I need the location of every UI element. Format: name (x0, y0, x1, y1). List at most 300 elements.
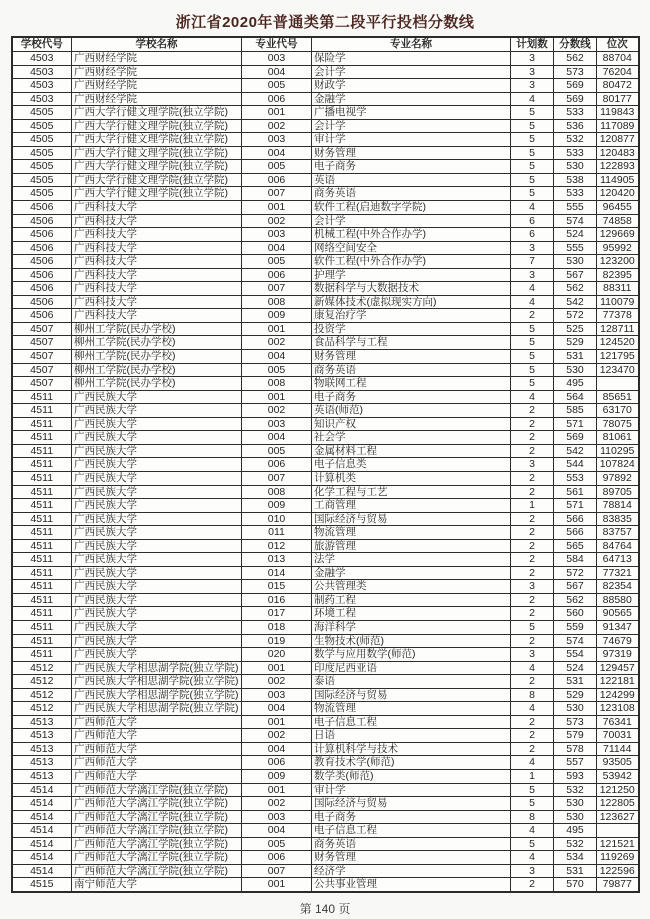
cell-rank: 80177 (597, 92, 639, 106)
table-row (12, 201, 639, 215)
cell-score-line: 529 (554, 688, 597, 702)
cell-school-code: 4503 (12, 52, 72, 66)
cell-school-code: 4511 (12, 566, 72, 580)
cell-major-code: 016 (242, 593, 312, 607)
table-row (12, 350, 639, 364)
cell-major-code: 012 (242, 539, 312, 553)
cell-plan-count: 2 (511, 553, 554, 567)
cell-plan-count: 2 (511, 593, 554, 607)
cell-rank: 129457 (597, 661, 639, 675)
table-row (12, 810, 639, 824)
cell-school-code: 4506 (12, 282, 72, 296)
cell-major-code: 008 (242, 295, 312, 309)
cell-major-name: 海洋科学 (312, 620, 511, 634)
cell-school-name: 广西大学行健文理学院(独立学院) (72, 146, 242, 160)
cell-score-line: 579 (554, 729, 597, 743)
cell-major-code: 002 (242, 797, 312, 811)
table-row (12, 160, 639, 174)
cell-school-name: 广西民族大学 (72, 580, 242, 594)
cell-rank: 93505 (597, 756, 639, 770)
cell-major-code: 004 (242, 431, 312, 445)
cell-score-line: 495 (554, 824, 597, 838)
cell-major-name: 制药工程 (312, 593, 511, 607)
cell-school-name: 广西科技大学 (72, 241, 242, 255)
cell-major-name: 英语 (312, 173, 511, 187)
cell-plan-count: 3 (511, 65, 554, 79)
cell-major-name: 审计学 (312, 783, 511, 797)
cell-plan-count: 2 (511, 526, 554, 540)
cell-score-line: 565 (554, 539, 597, 553)
cell-school-code: 4514 (12, 797, 72, 811)
cell-score-line: 578 (554, 742, 597, 756)
cell-school-name: 广西科技大学 (72, 201, 242, 215)
cell-score-line: 524 (554, 228, 597, 242)
cell-plan-count: 3 (511, 241, 554, 255)
table-row (12, 187, 639, 201)
cell-major-code: 004 (242, 65, 312, 79)
cell-school-code: 4511 (12, 593, 72, 607)
cell-school-code: 4506 (12, 201, 72, 215)
cell-major-code: 002 (242, 729, 312, 743)
cell-school-code: 4507 (12, 322, 72, 336)
table-row (12, 458, 639, 472)
cell-school-code: 4511 (12, 620, 72, 634)
cell-major-code: 008 (242, 485, 312, 499)
cell-score-line: 585 (554, 404, 597, 418)
cell-plan-count: 3 (511, 52, 554, 66)
cell-school-code: 4511 (12, 471, 72, 485)
cell-major-name: 电子信息工程 (312, 824, 511, 838)
cell-rank: 83835 (597, 512, 639, 526)
cell-plan-count: 2 (511, 878, 554, 892)
cell-school-name: 广西民族大学 (72, 471, 242, 485)
cell-score-line: 542 (554, 444, 597, 458)
cell-major-name: 财务管理 (312, 146, 511, 160)
cell-rank: 77378 (597, 309, 639, 323)
cell-score-line: 531 (554, 675, 597, 689)
cell-major-name: 电子信息类 (312, 458, 511, 472)
cell-plan-count: 2 (511, 742, 554, 756)
cell-major-name: 教育技术学(师范) (312, 756, 511, 770)
cell-score-line: 542 (554, 295, 597, 309)
cell-school-name: 广西师范大学漓江学院(独立学院) (72, 851, 242, 865)
cell-major-name: 数学类(师范) (312, 769, 511, 783)
cell-score-line: 530 (554, 810, 597, 824)
table-row (12, 864, 639, 878)
cell-school-name: 广西民族大学 (72, 512, 242, 526)
cell-major-name: 财务管理 (312, 350, 511, 364)
cell-score-line: 524 (554, 661, 597, 675)
cell-major-code: 008 (242, 377, 312, 391)
cell-plan-count: 5 (511, 322, 554, 336)
table-row (12, 512, 639, 526)
cell-score-line: 564 (554, 390, 597, 404)
cell-school-name: 广西师范大学漓江学院(独立学院) (72, 783, 242, 797)
cell-major-code: 002 (242, 214, 312, 228)
cell-major-code: 001 (242, 322, 312, 336)
cell-school-code: 4507 (12, 336, 72, 350)
cell-school-code: 4505 (12, 146, 72, 160)
cell-school-name: 广西民族大学相思湖学院(独立学院) (72, 688, 242, 702)
cell-school-code: 4511 (12, 634, 72, 648)
cell-plan-count: 7 (511, 255, 554, 269)
cell-school-name: 广西师范大学 (72, 715, 242, 729)
cell-rank: 71144 (597, 742, 639, 756)
cell-major-code: 006 (242, 756, 312, 770)
cell-major-code: 020 (242, 648, 312, 662)
cell-major-code: 005 (242, 444, 312, 458)
cell-major-name: 印度尼西亚语 (312, 661, 511, 675)
cell-rank: 110295 (597, 444, 639, 458)
cell-major-name: 会计学 (312, 65, 511, 79)
cell-school-name: 广西大学行健文理学院(独立学院) (72, 187, 242, 201)
cell-school-code: 4511 (12, 512, 72, 526)
table-row (12, 580, 639, 594)
cell-score-line: 573 (554, 715, 597, 729)
cell-plan-count: 2 (511, 607, 554, 621)
cell-score-line: 495 (554, 377, 597, 391)
table-row (12, 444, 639, 458)
cell-major-name: 计算机类 (312, 471, 511, 485)
cell-rank: 123627 (597, 810, 639, 824)
cell-major-code: 007 (242, 471, 312, 485)
cell-score-line: 530 (554, 702, 597, 716)
cell-rank: 74679 (597, 634, 639, 648)
cell-major-name: 机械工程(中外合作办学) (312, 228, 511, 242)
cell-school-code: 4505 (12, 133, 72, 147)
cell-rank: 123200 (597, 255, 639, 269)
cell-major-name: 投资学 (312, 322, 511, 336)
cell-major-name: 旅游管理 (312, 539, 511, 553)
cell-major-name: 电子商务 (312, 810, 511, 824)
cell-plan-count: 2 (511, 417, 554, 431)
cell-school-name: 广西大学行健文理学院(独立学院) (72, 173, 242, 187)
cell-school-name: 南宁师范大学 (72, 878, 242, 892)
cell-school-name: 广西师范大学漓江学院(独立学院) (72, 864, 242, 878)
cell-major-code: 001 (242, 201, 312, 215)
table-row (12, 769, 639, 783)
cell-score-line: 557 (554, 756, 597, 770)
cell-rank: 110079 (597, 295, 639, 309)
cell-major-code: 004 (242, 146, 312, 160)
cell-school-code: 4512 (12, 661, 72, 675)
cell-plan-count: 1 (511, 769, 554, 783)
cell-rank: 124520 (597, 336, 639, 350)
cell-plan-count: 5 (511, 783, 554, 797)
table-row (12, 119, 639, 133)
cell-score-line: 530 (554, 255, 597, 269)
cell-score-line: 554 (554, 648, 597, 662)
cell-major-name: 新媒体技术(虚拟现实方向) (312, 295, 511, 309)
cell-major-name: 国际经济与贸易 (312, 512, 511, 526)
cell-major-name: 知识产权 (312, 417, 511, 431)
table-row (12, 268, 639, 282)
cell-plan-count: 3 (511, 268, 554, 282)
cell-plan-count: 2 (511, 431, 554, 445)
cell-rank (597, 824, 639, 838)
table-row (12, 688, 639, 702)
cell-plan-count: 4 (511, 92, 554, 106)
table-row (12, 52, 639, 66)
cell-plan-count: 4 (511, 702, 554, 716)
cell-school-name: 广西师范大学 (72, 769, 242, 783)
cell-major-name: 商务英语 (312, 187, 511, 201)
cell-school-code: 4511 (12, 607, 72, 621)
cell-score-line: 532 (554, 837, 597, 851)
cell-major-name: 化学工程与工艺 (312, 485, 511, 499)
cell-school-code: 4515 (12, 878, 72, 892)
cell-major-name: 生物技术(师范) (312, 634, 511, 648)
cell-school-code: 4503 (12, 65, 72, 79)
cell-school-code: 4511 (12, 553, 72, 567)
cell-school-code: 4507 (12, 350, 72, 364)
cell-major-code: 007 (242, 187, 312, 201)
table-row (12, 417, 639, 431)
cell-rank: 76204 (597, 65, 639, 79)
table-row (12, 620, 639, 634)
cell-rank (597, 377, 639, 391)
cell-major-name: 商务英语 (312, 363, 511, 377)
table-row (12, 173, 639, 187)
table-row (12, 282, 639, 296)
cell-school-code: 4507 (12, 377, 72, 391)
cell-plan-count: 3 (511, 458, 554, 472)
cell-plan-count: 5 (511, 377, 554, 391)
cell-school-name: 广西民族大学 (72, 458, 242, 472)
cell-major-name: 日语 (312, 729, 511, 743)
cell-plan-count: 4 (511, 201, 554, 215)
table-row (12, 729, 639, 743)
cell-plan-count: 2 (511, 471, 554, 485)
cell-school-code: 4506 (12, 214, 72, 228)
score-table-header (12, 37, 639, 52)
cell-major-name: 国际经济与贸易 (312, 797, 511, 811)
cell-major-name: 国际经济与贸易 (312, 688, 511, 702)
cell-rank: 82354 (597, 580, 639, 594)
cell-school-code: 4511 (12, 390, 72, 404)
cell-score-line: 567 (554, 580, 597, 594)
cell-school-name: 广西科技大学 (72, 214, 242, 228)
cell-major-code: 011 (242, 526, 312, 540)
cell-major-code: 003 (242, 417, 312, 431)
cell-school-name: 广西民族大学 (72, 566, 242, 580)
cell-major-code: 001 (242, 715, 312, 729)
cell-school-name: 广西财经学院 (72, 65, 242, 79)
cell-school-name: 柳州工学院(民办学校) (72, 322, 242, 336)
cell-major-name: 工商管理 (312, 499, 511, 513)
cell-rank: 63170 (597, 404, 639, 418)
cell-plan-count: 2 (511, 512, 554, 526)
cell-score-line: 534 (554, 851, 597, 865)
cell-major-name: 电子商务 (312, 160, 511, 174)
cell-major-code: 007 (242, 282, 312, 296)
cell-school-name: 广西科技大学 (72, 309, 242, 323)
cell-rank: 120877 (597, 133, 639, 147)
cell-major-code: 017 (242, 607, 312, 621)
cell-plan-count: 3 (511, 648, 554, 662)
cell-rank: 124299 (597, 688, 639, 702)
cell-school-code: 4513 (12, 729, 72, 743)
cell-rank: 89705 (597, 485, 639, 499)
cell-major-code: 005 (242, 255, 312, 269)
cell-major-name: 网络空间安全 (312, 241, 511, 255)
cell-rank: 128711 (597, 322, 639, 336)
cell-major-name: 英语(师范) (312, 404, 511, 418)
cell-score-line: 572 (554, 566, 597, 580)
cell-rank: 77321 (597, 566, 639, 580)
cell-score-line: 532 (554, 783, 597, 797)
table-row (12, 634, 639, 648)
cell-plan-count: 3 (511, 864, 554, 878)
cell-major-name: 财政学 (312, 79, 511, 93)
cell-rank: 95992 (597, 241, 639, 255)
table-row (12, 607, 639, 621)
cell-school-name: 广西民族大学 (72, 539, 242, 553)
table-row (12, 79, 639, 93)
table-row (12, 824, 639, 838)
cell-score-line: 562 (554, 593, 597, 607)
cell-major-name: 金融学 (312, 92, 511, 106)
cell-rank: 120420 (597, 187, 639, 201)
table-row (12, 702, 639, 716)
cell-school-name: 广西民族大学 (72, 390, 242, 404)
cell-score-line: 533 (554, 106, 597, 120)
cell-plan-count: 5 (511, 350, 554, 364)
cell-school-code: 4507 (12, 363, 72, 377)
cell-school-code: 4505 (12, 106, 72, 120)
cell-major-code: 010 (242, 512, 312, 526)
cell-major-code: 004 (242, 241, 312, 255)
column-header-major-code: 专业代号 (242, 37, 312, 52)
cell-school-code: 4506 (12, 241, 72, 255)
table-row (12, 715, 639, 729)
cell-score-line: 569 (554, 431, 597, 445)
cell-major-code: 006 (242, 458, 312, 472)
header-row (12, 37, 639, 52)
cell-school-name: 广西民族大学 (72, 526, 242, 540)
cell-plan-count: 5 (511, 106, 554, 120)
table-row (12, 566, 639, 580)
table-row (12, 851, 639, 865)
cell-major-name: 会计学 (312, 119, 511, 133)
cell-school-name: 广西师范大学漓江学院(独立学院) (72, 797, 242, 811)
cell-major-code: 013 (242, 553, 312, 567)
cell-rank: 64713 (597, 553, 639, 567)
cell-plan-count: 2 (511, 715, 554, 729)
table-row (12, 377, 639, 391)
table-row (12, 661, 639, 675)
cell-school-name: 广西科技大学 (72, 228, 242, 242)
table-row (12, 797, 639, 811)
cell-score-line: 593 (554, 769, 597, 783)
cell-plan-count: 8 (511, 688, 554, 702)
table-row (12, 431, 639, 445)
cell-rank: 122596 (597, 864, 639, 878)
cell-school-name: 广西财经学院 (72, 92, 242, 106)
cell-plan-count: 1 (511, 499, 554, 513)
cell-school-name: 广西民族大学 (72, 485, 242, 499)
cell-plan-count: 2 (511, 485, 554, 499)
cell-major-code: 002 (242, 119, 312, 133)
cell-school-name: 广西民族大学 (72, 634, 242, 648)
cell-school-name: 广西民族大学 (72, 553, 242, 567)
column-header-score-line: 分数线 (554, 37, 597, 52)
cell-major-code: 006 (242, 851, 312, 865)
cell-score-line: 530 (554, 160, 597, 174)
table-row (12, 133, 639, 147)
cell-major-code: 003 (242, 810, 312, 824)
cell-school-name: 广西民族大学相思湖学院(独立学院) (72, 661, 242, 675)
cell-score-line: 574 (554, 634, 597, 648)
cell-major-code: 006 (242, 173, 312, 187)
cell-score-line: 562 (554, 52, 597, 66)
cell-rank: 122805 (597, 797, 639, 811)
cell-score-line: 533 (554, 187, 597, 201)
cell-school-name: 广西民族大学 (72, 404, 242, 418)
cell-plan-count: 2 (511, 729, 554, 743)
cell-major-name: 电子信息工程 (312, 715, 511, 729)
cell-school-name: 广西师范大学 (72, 729, 242, 743)
cell-rank: 82395 (597, 268, 639, 282)
cell-rank: 129669 (597, 228, 639, 242)
cell-major-code: 003 (242, 52, 312, 66)
table-row (12, 322, 639, 336)
cell-school-code: 4506 (12, 228, 72, 242)
cell-major-code: 001 (242, 390, 312, 404)
cell-score-line: 570 (554, 878, 597, 892)
cell-rank: 97892 (597, 471, 639, 485)
column-header-school-code: 学校代号 (12, 37, 72, 52)
cell-score-line: 562 (554, 282, 597, 296)
cell-school-name: 广西民族大学 (72, 607, 242, 621)
cell-rank: 78814 (597, 499, 639, 513)
table-row (12, 783, 639, 797)
cell-school-code: 4511 (12, 485, 72, 499)
cell-school-code: 4505 (12, 187, 72, 201)
cell-plan-count: 5 (511, 620, 554, 634)
cell-major-code: 003 (242, 688, 312, 702)
cell-plan-count: 5 (511, 133, 554, 147)
table-row (12, 106, 639, 120)
cell-school-code: 4506 (12, 295, 72, 309)
cell-school-name: 柳州工学院(民办学校) (72, 350, 242, 364)
cell-score-line: 569 (554, 79, 597, 93)
cell-score-line: 538 (554, 173, 597, 187)
cell-school-name: 广西大学行健文理学院(独立学院) (72, 133, 242, 147)
cell-score-line: 555 (554, 241, 597, 255)
cell-plan-count: 4 (511, 390, 554, 404)
cell-major-code: 018 (242, 620, 312, 634)
cell-major-name: 物流管理 (312, 526, 511, 540)
cell-rank: 88580 (597, 593, 639, 607)
cell-major-code: 003 (242, 133, 312, 147)
cell-score-line: 571 (554, 417, 597, 431)
cell-plan-count: 5 (511, 160, 554, 174)
cell-score-line: 553 (554, 471, 597, 485)
cell-school-code: 4503 (12, 79, 72, 93)
cell-major-code: 004 (242, 350, 312, 364)
cell-score-line: 531 (554, 864, 597, 878)
cell-rank: 121521 (597, 837, 639, 851)
cell-school-code: 4511 (12, 580, 72, 594)
column-header-major-name: 专业名称 (312, 37, 511, 52)
table-row (12, 756, 639, 770)
cell-rank: 121250 (597, 783, 639, 797)
cell-school-code: 4512 (12, 702, 72, 716)
cell-school-code: 4514 (12, 864, 72, 878)
cell-school-name: 广西大学行健文理学院(独立学院) (72, 106, 242, 120)
cell-plan-count: 5 (511, 173, 554, 187)
